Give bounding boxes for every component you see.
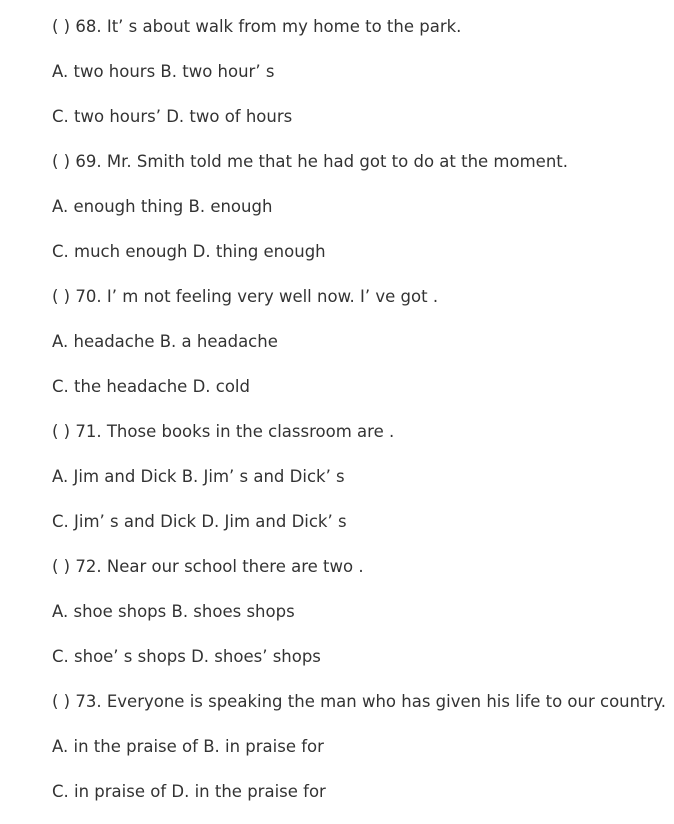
question-68: ( ) 68. It’ s about walk from my home to the park.	[52, 17, 462, 36]
options-68-cd: C. two hours’ D. two of hours	[52, 107, 293, 126]
options-71-ab: A. Jim and Dick B. Jim’ s and Dick’ s	[52, 467, 345, 486]
options-70-ab: A. headache B. a headache	[52, 332, 278, 351]
options-69-cd: C. much enough D. thing enough	[52, 242, 326, 261]
question-69: ( ) 69. Mr. Smith told me that he had got to do at the moment.	[52, 152, 568, 171]
question-72: ( ) 72. Near our school there are two .	[52, 557, 364, 576]
options-70-cd: C. the headache D. cold	[52, 377, 250, 396]
options-69-ab: A. enough thing B. enough	[52, 197, 273, 216]
options-72-ab: A. shoe shops B. shoes shops	[52, 602, 295, 621]
question-71: ( ) 71. Those books in the classroom are .	[52, 422, 395, 441]
question-70: ( ) 70. I’ m not feeling very well now. I’ ve got .	[52, 287, 439, 306]
question-73: ( ) 73. Everyone is speaking the man who has given his life to our country.	[52, 692, 666, 711]
options-73-cd: C. in praise of D. in the praise for	[52, 782, 326, 801]
options-71-cd: C. Jim’ s and Dick D. Jim and Dick’ s	[52, 512, 347, 531]
options-68-ab: A. two hours B. two hour’ s	[52, 62, 275, 81]
options-72-cd: C. shoe’ s shops D. shoes’ shops	[52, 647, 321, 666]
options-73-ab: A. in the praise of B. in praise for	[52, 737, 324, 756]
